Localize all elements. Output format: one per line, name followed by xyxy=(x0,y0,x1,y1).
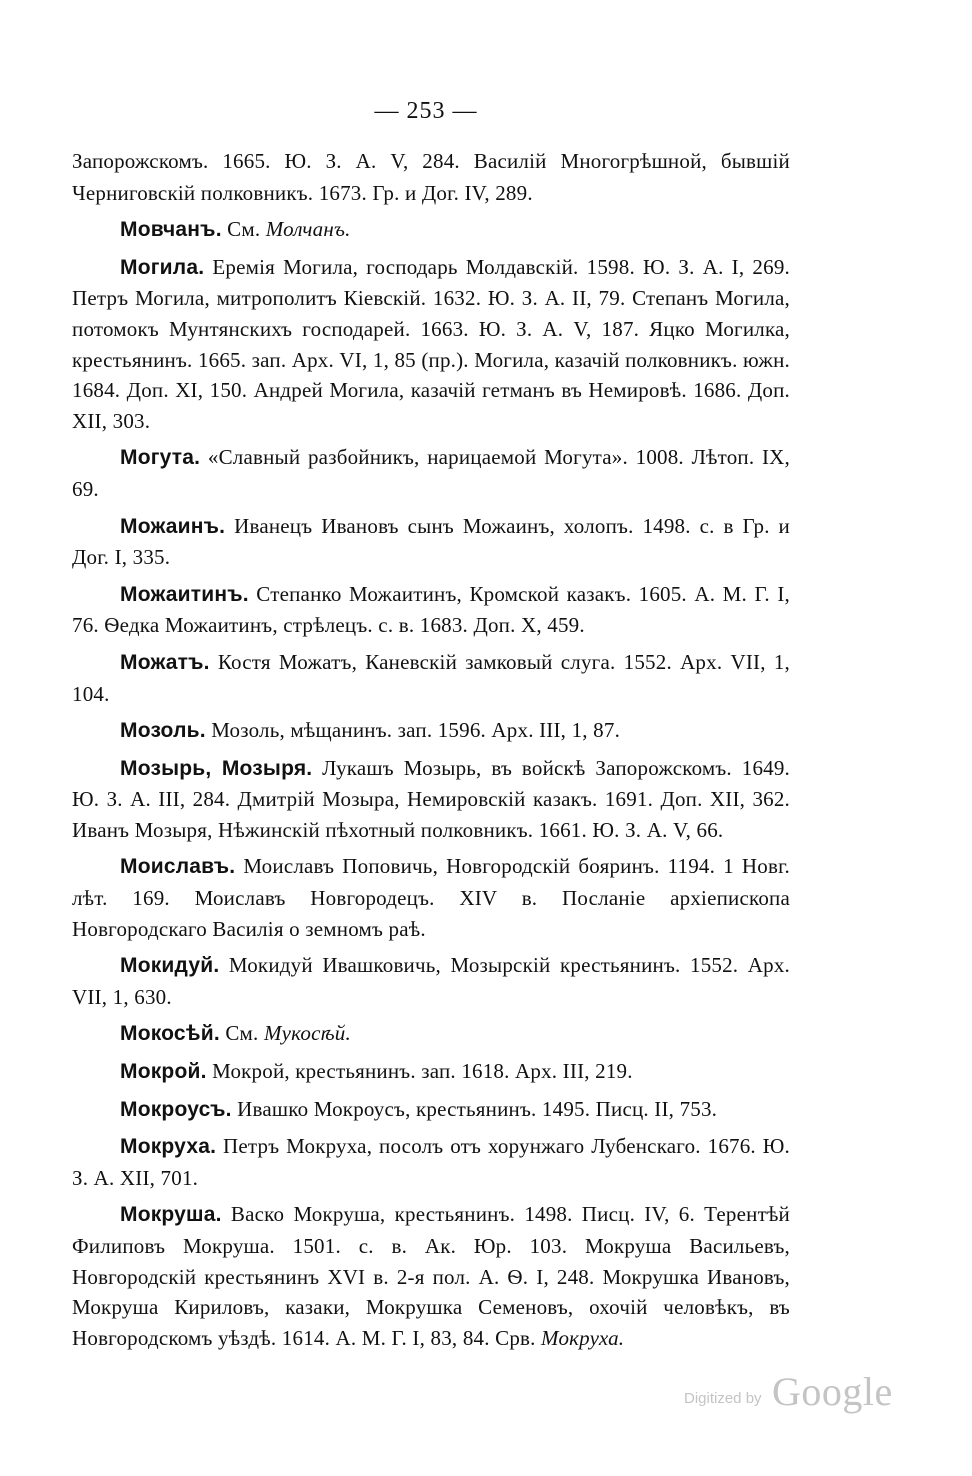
entry-headword: Можаитинъ. xyxy=(120,582,249,606)
google-watermark xyxy=(684,1369,894,1420)
entry-headword: Мозырь, Мозыря. xyxy=(120,756,313,780)
entry-headword: Мокроусъ. xyxy=(120,1097,232,1121)
entry-text: Степанко Можаитинъ, Кромской казакъ. 1605. А. М. Г. I, 76. Ѳедка Можаитинъ, стрѣлецъ. с. в. 1683. Доп. X, 459. xyxy=(72,581,790,638)
entry-headword: Можатъ. xyxy=(120,650,210,674)
entry-text: «Славный разбойникъ, нарицаемой Могута». 1008. Лѣтоп. IX, 69. xyxy=(72,445,790,501)
entry-text: Запорожскомъ. 1665. Ю. З. А. V, 284. Василій Многогрѣшной, бывшій Черниговскій полковникъ. 1673. Гр. и Дог. IV, 289. xyxy=(72,149,790,205)
entry-text: Моиславъ Поповичь, Новгородскій бояринъ. 1194. 1 Новг. лѣт. 169. Моиславъ Новгородецъ. XIV в. Посланіе архіепископа Новгородскаго Василія о земномъ раѣ. xyxy=(72,854,790,941)
entry-text: Костя Можатъ, Каневскій замковый слуга. 1552. Арх. VII, 1, 104. xyxy=(72,649,790,706)
entry-text: Ивашко Мокроусъ, крестьянинъ. 1495. Писц. II, 753. xyxy=(231,1096,718,1121)
entry-text: См. xyxy=(221,217,266,242)
entry-cross-reference: Мукосѣй. xyxy=(263,1021,351,1046)
entry-headword: Могила. xyxy=(120,255,205,279)
entry-mokrukha xyxy=(72,1131,790,1193)
entry-text: Васко Мокруша, крестьянинъ. 1498. Писц. IV, 6. Терентѣй Филиповъ Мокруша. 1501. с. в. Ак. Юр. 103. Мокруша Васильевъ, Новгородскій крестьянинъ XVI в. 2-я пол. А. Ѳ. I, 248. Мокрушка Ивановъ, Мокруша Кириловъ, казаки, Мокрушка Семеновъ, охочій человѣкъ, въ Новгородскомъ уѣздѣ. 1614. А. М. Г. I, 83, 84. Срв. xyxy=(72,1202,790,1350)
entry-moguta xyxy=(72,442,790,504)
entry-headword: Моиславъ. xyxy=(120,855,236,879)
entry-mogila xyxy=(72,252,790,437)
entry-text: Иванецъ Ивановъ сынъ Можаинъ, холопъ. 1498. с. в Гр. и Дог. I, 335. xyxy=(72,513,790,570)
entry-moislav xyxy=(72,851,790,944)
entry-mokrous xyxy=(72,1094,790,1126)
entry-mokrusha xyxy=(72,1199,790,1353)
entry-text: См. xyxy=(219,1021,264,1046)
entry-headword: Мокидуй. xyxy=(120,954,220,978)
entry-headword: Мокруша. xyxy=(120,1203,222,1227)
entry-headword: Мокрой. xyxy=(120,1060,207,1084)
google-logo: Google xyxy=(772,1369,893,1414)
entry-movchan xyxy=(72,214,790,246)
entry-text: Еремія Могила, господарь Молдавскій. 1598. Ю. З. А. I, 269. Петръ Могила, митрополитъ Кіевскій. 1632. Ю. З. А. II, 79. Степанъ Могила, потомокъ Мунтянскихъ господарей. 1663. Ю. З. А. V, 187. Яцко Могилка, крестьянинъ. 1665. зап. Арх. VI, 1, 85 (пр.). Могила, казачій полковникъ. южн. 1684. Доп. XI, 150. Андрей Могила, казачій гетманъ въ Немировѣ. 1686. Доп. XII, 303. xyxy=(72,254,790,433)
entry-text: Лукашъ Мозырь, въ войскѣ Запорожскомъ. 1649. Ю. З. А. III, 284. Дмитрій Мозыра, Немировскій казакъ. 1691. Доп. XII, 362. Иванъ Мозыря, Нѣжинскій пѣхотный полковникъ. 1661. Ю. З. А. V, 66. xyxy=(72,755,790,842)
entry-headword: Могута. xyxy=(120,446,201,470)
entry-text: Мокрой, крестьянинъ. зап. 1618. Арх. III, 219. xyxy=(206,1059,633,1084)
entry-mozhain xyxy=(72,511,790,573)
entry-text: Мозоль, мѣщанинъ. зап. 1596. Арх. III, 1, 87. xyxy=(205,718,621,743)
entry-mozyr xyxy=(72,753,790,846)
entry-continuation xyxy=(72,146,790,208)
dictionary-text xyxy=(72,146,790,1359)
entry-mozol xyxy=(72,715,790,747)
entry-cross-reference: Молчанъ. xyxy=(265,217,351,242)
entry-mozhaitin xyxy=(72,579,790,641)
entry-mokroy xyxy=(72,1056,790,1088)
entry-headword: Мовчанъ. xyxy=(120,218,222,242)
entry-cross-reference: Мокруха. xyxy=(541,1325,625,1350)
entry-headword: Мокосѣй. xyxy=(120,1022,220,1046)
watermark-prefix: Digitized by xyxy=(684,1390,762,1407)
entry-mozhat xyxy=(72,647,790,709)
entry-headword: Мокруха. xyxy=(120,1135,217,1159)
entry-mokosey xyxy=(72,1018,790,1050)
entry-headword: Мозоль. xyxy=(120,719,206,743)
page-number: — 253 — xyxy=(374,98,478,124)
entry-text: Петръ Мокруха, посолъ отъ хорунжаго Лубенскаго. 1676. Ю. З. А. XII, 701. xyxy=(72,1134,790,1190)
entry-headword: Можаинъ. xyxy=(120,514,226,538)
entry-text: Мокидуй Ивашковичь, Мозырскій крестьянинъ. 1552. Арх. VII, 1, 630. xyxy=(72,953,790,1009)
entry-mokiduy xyxy=(72,950,790,1012)
